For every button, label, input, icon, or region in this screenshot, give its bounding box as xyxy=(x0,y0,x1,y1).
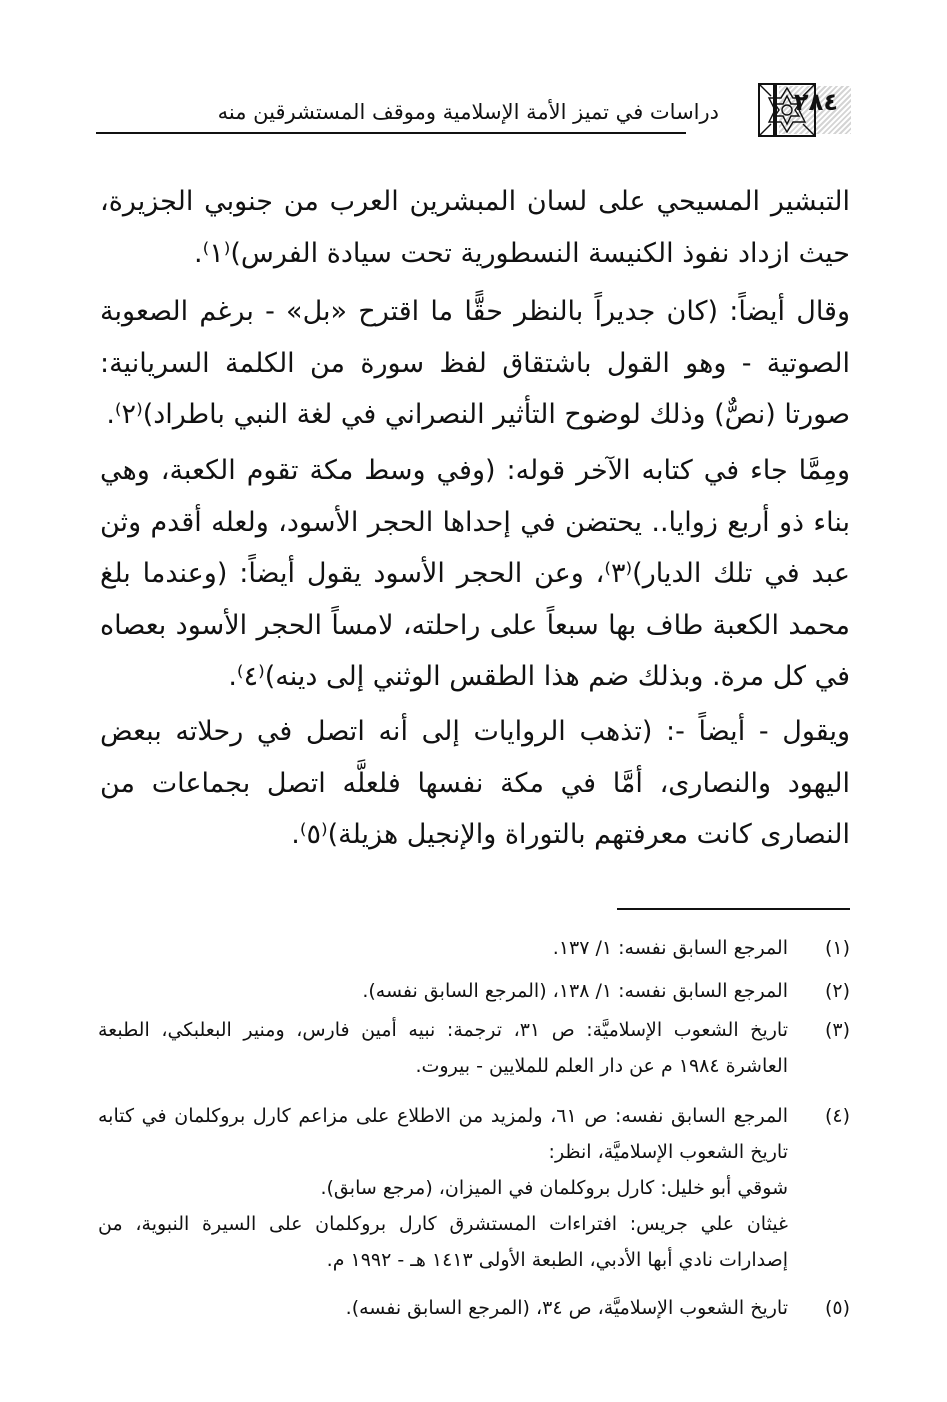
footnote-text-block xyxy=(98,1098,788,1278)
footnote-reference-line: غيثان علي جريس: افتراءات المستشرق كارل بروكلمان على السيرة النبوية، من إصدارات نادي أبها الأدبي، الطبعة الأولى ١٤١٣ هـ - ١٩٩٢ م. xyxy=(98,1213,788,1271)
footnote-text: المرجع السابق نفسه: ص ٦١، ولمزيد من الاطلاع على مزاعم كارل بروكلمان في كتابه تاريخ الشعوب الإسلاميَّة، انظر: xyxy=(98,1105,788,1163)
footnote-number: (٣) xyxy=(824,1019,850,1041)
footnote-text: تاريخ الشعوب الإسلاميَّة، ص ٣٤، (المرجع السابق نفسه). xyxy=(345,1297,788,1319)
running-title: دراسات في تميز الأمة الإسلامية وموقف المستشرقين منه xyxy=(217,100,719,124)
paragraph-2: وقال أيضاً: (كان جديراً بالنظر حقًّا ما اقترح «بل» - برغم الصعوبة الصوتية - وهو القول باشتقاق لفظ سورة من الكلمة السريانية: صورتا (نصٌّ) وذلك لوضوح التأثير النصراني في لغة النبي باطراد)⁽٢⁾. xyxy=(100,296,850,430)
paragraph-4: ويقول - أيضاً -: (تذهب الروايات إلى أنه اتصل في رحلاته ببعض اليهود والنصارى، أمَّا في مكة نفسها فلعلَّه اتصل بجماعات من النصارى كانت معرفتهم بالتوراة والإنجيل هزيلة)⁽٥⁾. xyxy=(100,716,850,850)
footnote-number: (١) xyxy=(824,937,850,959)
header-rule xyxy=(96,132,686,134)
paragraph-1: التبشير المسيحي على لسان المبشرين العرب من جنوبي الجزيرة، حيث ازداد نفوذ الكنيسة النسطورية تحت سيادة الفرس)⁽١⁾. xyxy=(100,186,850,269)
page-number: ٢٨٤ xyxy=(794,88,838,116)
footnote-reference-line: شوقي أبو خليل: كارل بروكلمان في الميزان، (مرجع سابق). xyxy=(320,1177,788,1199)
paragraph-3: ومِمَّا جاء في كتابه الآخر قوله: (وفي وسط مكة تقوم الكعبة، وهي بناء ذو أربع زوايا.. يحتضن في إحداها الحجر الأسود، ولعله أقدم وثن عبد في تلك الديار)⁽٣⁾، وعن الحجر الأسود يقول أيضاً: (وعندما بلغ محمد الكعبة طاف بها سبعاً على راحلته، لامساً الحجر الأسود بعصاه في كل مرة. وبذلك ضم هذا الطقس الوثني إلى دينه)⁽٤⁾. xyxy=(100,455,850,692)
footnote-number: (٤) xyxy=(824,1105,850,1127)
footnote-number: (٢) xyxy=(824,980,850,1002)
footnote-text: المرجع السابق نفسه: ١/ ١٣٧. xyxy=(552,937,788,959)
footnote-text: تاريخ الشعوب الإسلاميَّة: ص ٣١، ترجمة: نبيه أمين فارس، ومنير البعلبكي، الطبعة العاشرة ١٩٨٤ م عن دار العلم للملايين - بيروت. xyxy=(98,1019,788,1077)
footnote-separator xyxy=(617,908,850,910)
footnote-text: المرجع السابق نفسه: ١/ ١٣٨، (المرجع السابق نفسه). xyxy=(362,980,788,1002)
ornament-icon xyxy=(757,82,817,138)
footnote-number: (٥) xyxy=(824,1297,850,1319)
